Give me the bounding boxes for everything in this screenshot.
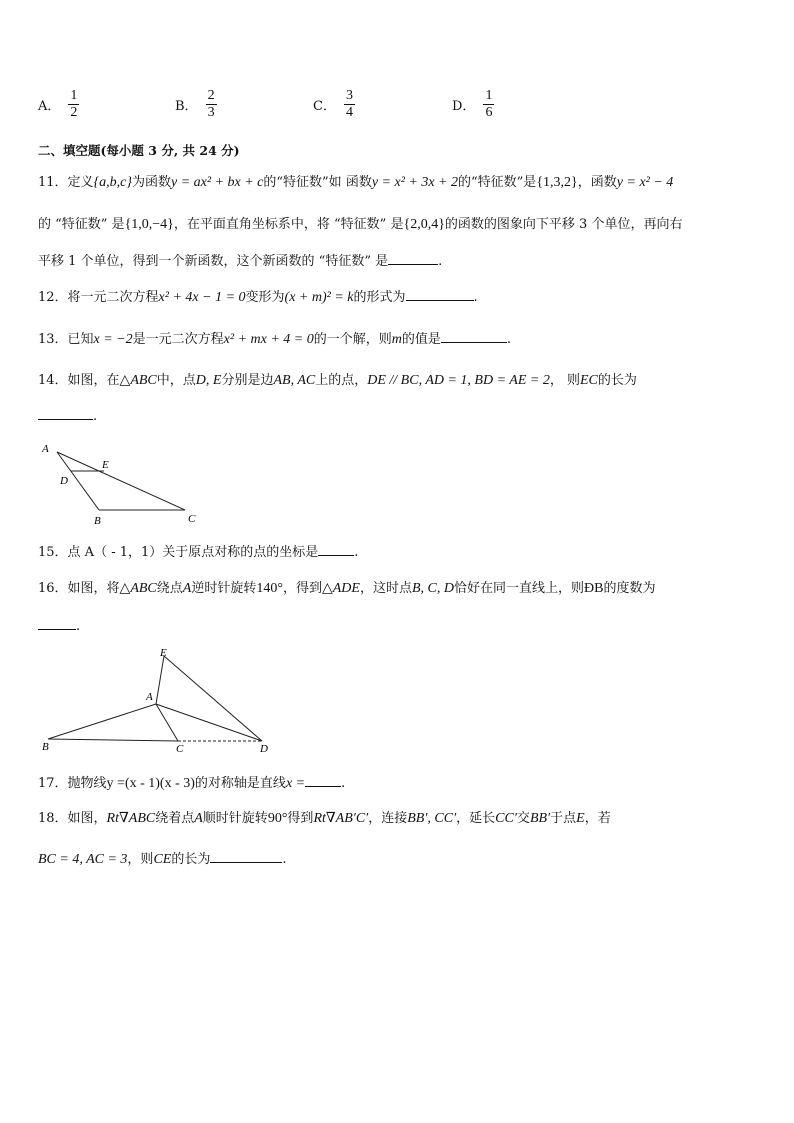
text: 交 — [516, 811, 530, 826]
option-letter: D． — [452, 99, 476, 114]
denominator: 6 — [485, 105, 493, 120]
text: ， 则 — [549, 373, 580, 388]
math: DE // BC, AD = 1, BD = AE = 2 — [367, 373, 550, 388]
text: 上的点， — [315, 373, 368, 388]
math: 90° — [267, 811, 288, 826]
denominator: 4 — [345, 105, 353, 120]
text: ，若 — [584, 811, 611, 826]
side-ae — [156, 656, 164, 704]
math: y = x² + 3x + 2 — [371, 175, 459, 190]
math: {1,0,−4} — [124, 217, 174, 232]
math: {2,0,4} — [403, 217, 445, 232]
math: x = −2 — [93, 332, 133, 347]
text: 的一个解，则 — [313, 332, 392, 347]
numerator: 1 — [70, 88, 78, 103]
label-b: B — [94, 515, 101, 527]
text: ，延长 — [456, 811, 496, 826]
q18-line-2 — [38, 848, 286, 868]
fraction — [68, 88, 79, 121]
label-a: A — [42, 443, 49, 455]
text: 18．如图， — [38, 811, 107, 826]
text: 的“特征数”是 — [458, 175, 537, 190]
label-e: E — [160, 647, 167, 659]
math: x = — [285, 776, 306, 791]
q16-line-2 — [38, 617, 80, 634]
text: 绕着点 — [155, 811, 195, 826]
text: ，连接 — [368, 811, 408, 826]
math: ÐB — [584, 581, 604, 596]
option-a — [38, 88, 79, 121]
math: △ADE — [321, 581, 360, 596]
math: (x + m)² = k — [284, 290, 354, 305]
text: . — [93, 409, 98, 424]
text: 顺时针旋转 — [202, 811, 268, 826]
side-ad — [156, 704, 262, 741]
option-letter: C． — [313, 99, 336, 114]
text: 的函数的图象向下平移 3 个单位，再向右 — [444, 217, 683, 232]
math: E — [576, 811, 585, 826]
text: 的值是 — [401, 332, 441, 347]
q13-line — [38, 328, 511, 348]
label-b: B — [42, 741, 49, 753]
numerator: 2 — [207, 88, 215, 103]
text: 得到 — [287, 811, 314, 826]
math: y =(x - 1)(x - 3) — [106, 776, 195, 791]
option-letter: B． — [175, 99, 198, 114]
math: Rt∇AB′C′ — [313, 811, 369, 826]
option-c — [313, 88, 355, 121]
math: BB′ — [529, 811, 551, 826]
math: CE — [153, 852, 172, 867]
math: △ABC — [119, 373, 157, 388]
answer-blank[interactable] — [38, 617, 76, 630]
side-ed — [164, 656, 262, 741]
answer-blank[interactable] — [406, 288, 474, 301]
label-a: A — [146, 691, 153, 703]
q14-line-1 — [38, 369, 637, 389]
text: 的形式为 — [353, 290, 406, 305]
answer-blank[interactable] — [210, 850, 282, 863]
math: x² + mx + 4 = 0 — [223, 332, 314, 347]
label-c: C — [176, 743, 184, 754]
text: ，这时点 — [359, 581, 412, 596]
numerator: 3 — [345, 88, 353, 103]
math: y = ax² + bx + c — [170, 175, 264, 190]
text: 16．如图，将 — [38, 581, 120, 596]
text: 于点 — [550, 811, 577, 826]
math: {1,3,2} — [536, 175, 578, 190]
text: 17．抛物线 — [38, 776, 107, 791]
text: 的度数为 — [603, 581, 656, 596]
q18-line-1 — [38, 807, 611, 827]
text: 15．点 A（ - 1，1）关于原点对称的点的坐标是 — [38, 545, 319, 560]
fraction — [344, 88, 355, 121]
text: 恰好在同一直线上，则 — [453, 581, 584, 596]
fraction — [206, 88, 217, 121]
text: . — [438, 254, 443, 269]
label-e: E — [102, 459, 109, 471]
answer-blank[interactable] — [441, 330, 507, 343]
side-ac — [156, 704, 178, 741]
math: 140° — [256, 581, 283, 596]
q14-line-2 — [38, 407, 97, 424]
q15-line — [38, 541, 358, 560]
text: 的长为 — [597, 373, 637, 388]
q17-line — [38, 772, 345, 792]
option-d — [452, 88, 494, 121]
q14-triangle-figure — [36, 438, 206, 528]
text: 的 “特征数” 是 — [38, 217, 125, 232]
math: EC — [579, 373, 598, 388]
text: . — [341, 776, 346, 791]
math: B, C, D — [411, 581, 454, 596]
option-b — [175, 88, 217, 121]
text: ，在平面直角坐标系中，将 “特征数” 是 — [173, 217, 404, 232]
text: ，得到 — [282, 581, 322, 596]
math: △ABC — [119, 581, 157, 596]
side-bc — [48, 739, 178, 741]
side-ba — [48, 704, 156, 739]
math: Rt∇ABC — [106, 811, 156, 826]
math: BB′, CC′ — [407, 811, 457, 826]
fraction — [483, 88, 494, 121]
answer-blank[interactable] — [318, 543, 354, 556]
math: y = x² − 4 — [616, 175, 674, 190]
math: m — [391, 332, 402, 347]
q11-line-1 — [38, 171, 673, 191]
side-ac — [57, 452, 185, 510]
numerator: 1 — [485, 88, 493, 103]
math: CC′ — [495, 811, 517, 826]
q16-rotation-figure — [36, 644, 276, 754]
q16-line-1 — [38, 577, 655, 597]
text: 是一元二次方程 — [132, 332, 224, 347]
text: 的长为 — [171, 852, 211, 867]
text: 为函数 — [131, 175, 171, 190]
text: . — [506, 332, 512, 347]
text: 变形为 — [245, 290, 285, 305]
answer-blank[interactable] — [38, 407, 93, 420]
text: 的“特征数”如 函数 — [263, 175, 372, 190]
text: . — [76, 619, 81, 634]
text: . — [473, 290, 478, 305]
label-d: D — [260, 743, 268, 754]
text: 逆时针旋转 — [191, 581, 257, 596]
label-d: D — [60, 475, 68, 487]
text: 11．定义 — [38, 175, 94, 190]
text: 12．将一元二次方程 — [38, 290, 159, 305]
answer-blank[interactable] — [305, 774, 341, 787]
option-letter: A． — [38, 99, 61, 114]
q11-line-3 — [38, 250, 442, 269]
text: 平移 1 个单位，得到一个新函数，这个新函数的 “特征数” 是 — [38, 254, 389, 269]
text: ，函数 — [577, 175, 617, 190]
math: AB, AC — [273, 373, 316, 388]
math: x² + 4x − 1 = 0 — [158, 290, 246, 305]
section-title: 二、填空题(每小题 3 分, 共 24 分) — [38, 143, 240, 158]
q12-line — [38, 286, 478, 306]
denominator: 2 — [70, 105, 78, 120]
denominator: 3 — [207, 105, 215, 120]
text: 绕点 — [156, 581, 183, 596]
math: {a,b,c} — [93, 175, 132, 190]
text: 14．如图，在 — [38, 373, 120, 388]
math: D, E — [195, 373, 222, 388]
answer-blank[interactable] — [388, 252, 438, 265]
text: 中，点 — [156, 373, 196, 388]
math: BC = 4, AC = 3 — [38, 852, 128, 867]
text: . — [282, 852, 287, 867]
math: A — [194, 811, 203, 826]
text: . — [354, 545, 359, 560]
q11-line-2 — [38, 213, 682, 233]
text: 分别是边 — [221, 373, 274, 388]
text: 的对称轴是直线 — [194, 776, 286, 791]
text: ，则 — [127, 852, 154, 867]
text: 13．已知 — [38, 332, 94, 347]
math: A — [182, 581, 192, 596]
label-c: C — [188, 513, 196, 525]
